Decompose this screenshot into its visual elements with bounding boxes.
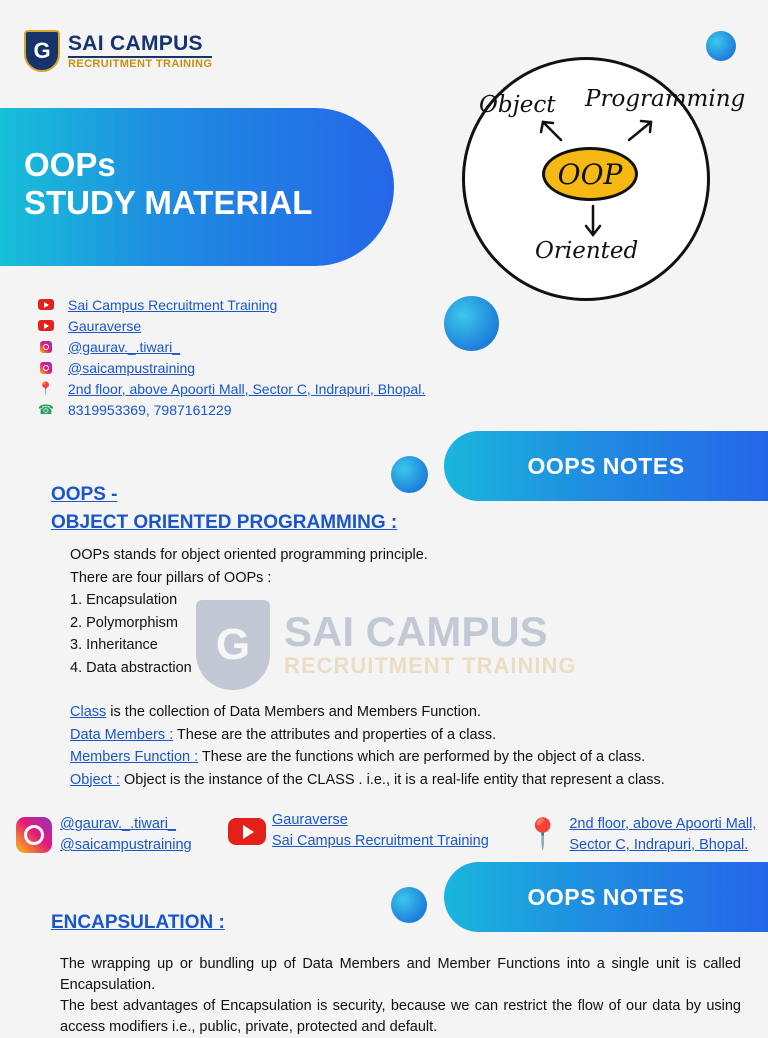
contact-item-instagram[interactable] [38, 336, 425, 357]
contact-item-instagram[interactable] [38, 357, 425, 378]
decorative-dot [391, 887, 427, 923]
phone-icon: ☎ [37, 401, 55, 417]
definition-class [70, 701, 750, 724]
section-body-oops [70, 544, 730, 679]
illustration-word-programming: Programming [585, 86, 746, 112]
definition-text: is the collection of Data Members and Members Function. [106, 704, 482, 720]
illustration-word-oriented: Oriented [535, 238, 639, 264]
contact-item-youtube[interactable] [38, 294, 425, 315]
brand-logo [24, 30, 212, 72]
contact-item-phone [38, 399, 425, 420]
instagram-icon [40, 341, 52, 353]
oops-notes-tab: OOPS NOTES [444, 862, 768, 932]
contact-link[interactable]: @saicampustraining [68, 359, 196, 376]
encapsulation-paragraph: The wrapping up or bundling up of Data Members and Member Functions into a single unit is called Encapsulation. [60, 956, 741, 993]
heading-line2: OBJECT ORIENTED PROGRAMMING : [51, 511, 398, 533]
term-members-function[interactable]: Members Function : [70, 749, 199, 765]
definition-text: These are the attributes and properties of a class. [173, 726, 497, 743]
term-class[interactable]: Class [70, 704, 107, 720]
strip-youtube-channel[interactable]: Gauraverse [272, 812, 348, 828]
contact-link[interactable]: Gauraverse [68, 317, 142, 334]
term-object[interactable]: Object : [70, 771, 120, 788]
contact-item-address[interactable] [38, 378, 425, 399]
brand-shield-icon: G [24, 30, 60, 72]
illustration-oop-bubble: OOP [542, 147, 638, 201]
strip-instagram[interactable] [16, 814, 192, 856]
contact-link[interactable]: @gaurav._.tiwari_ [68, 338, 180, 355]
brand-tagline: RECRUITMENT TRAINING [68, 57, 213, 70]
contact-list [38, 294, 425, 420]
youtube-icon [38, 320, 54, 331]
definition-text: These are the functions which are performed by the object of a class. [198, 749, 646, 765]
definition-text: Object is the instance of the CLASS . i.e., it is a real-life entity that represent a class. [119, 771, 665, 788]
definition-members-function [70, 746, 750, 769]
encapsulation-paragraph: The best advantages of Encapsulation is security, because we can restrict the flow of our data by using access modifiers i.e., public, private, protected and default. [60, 998, 741, 1035]
term-data-members[interactable]: Data Members : [70, 726, 174, 743]
contact-phone-numbers: 8319953369, 7987161229 [68, 401, 232, 418]
strip-instagram-handle[interactable]: @gaurav._.tiwari_ [60, 816, 176, 832]
hero-title-line2: STUDY MATERIAL [24, 183, 313, 221]
strip-address[interactable] [524, 814, 756, 856]
contact-link[interactable]: 2nd floor, above Apoorti Mall, Sector C, Indrapuri, Bhopal. [68, 380, 426, 397]
pillars-intro: There are four pillars of OOPs : [70, 569, 272, 586]
illustration-word-object: Object [479, 92, 556, 118]
strip-youtube[interactable] [228, 810, 489, 852]
watermark-tagline: RECRUITMENT TRAINING [284, 653, 577, 678]
strip-instagram-handle[interactable]: @saicampustraining [60, 837, 192, 853]
instagram-icon [16, 817, 52, 853]
definition-data-members [70, 724, 750, 747]
decorative-dot [706, 31, 736, 61]
hero-title-line1: OOPs [24, 146, 116, 183]
section-heading-oops [51, 481, 397, 536]
watermark-name: SAI CAMPUS [284, 608, 548, 655]
watermark-shield-icon: G [196, 600, 270, 690]
pillar-item: 4. Data abstraction [70, 659, 192, 676]
youtube-icon [38, 299, 54, 310]
contact-link[interactable]: Sai Campus Recruitment Training [68, 296, 278, 313]
location-pin-icon: 📍 [37, 380, 55, 396]
brand-name: SAI CAMPUS [68, 31, 203, 55]
instagram-icon [40, 362, 52, 374]
contact-item-youtube[interactable] [38, 315, 425, 336]
section-heading-encapsulation: ENCAPSULATION : [51, 912, 225, 933]
heading-line1: OOPS - [51, 484, 118, 505]
hero-banner [0, 108, 394, 266]
strip-address-line[interactable]: 2nd floor, above Apoorti Mall, [569, 816, 757, 832]
section-body-encapsulation [60, 954, 741, 1038]
location-pin-icon: 📍 [524, 818, 562, 851]
strip-address-line[interactable]: Sector C, Indrapuri, Bhopal. [569, 837, 749, 853]
pillar-item: 3. Inheritance [70, 637, 158, 653]
strip-youtube-channel[interactable]: Sai Campus Recruitment Training [272, 833, 489, 849]
oop-illustration [462, 57, 746, 301]
intro-text: OOPs stands for object oriented programming principle. [70, 547, 428, 563]
oops-notes-tab: OOPS NOTES [444, 431, 768, 501]
youtube-icon [228, 818, 266, 845]
definition-object [70, 769, 750, 792]
pillar-item: 1. Encapsulation [70, 592, 178, 608]
pillar-item: 2. Polymorphism [70, 614, 178, 631]
definitions-list [70, 701, 750, 791]
decorative-dot [444, 296, 499, 351]
